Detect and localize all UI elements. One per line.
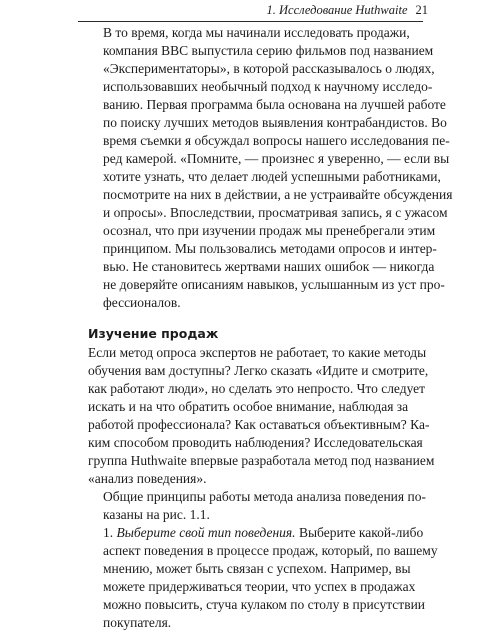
list-item-lead-italic: Выберите свой тип поведения. — [116, 525, 296, 540]
text-line: фессионалов. — [103, 295, 181, 310]
text-line: обучения вам доступны? Легко сказать «Идите и смотрите, — [88, 363, 429, 378]
text-line: вью. Не становитесь жертвами наших ошибок — никогда — [103, 259, 435, 274]
text-line: Общие принципы работы метода анализа поведения по- — [103, 489, 426, 504]
paragraph-3 — [88, 488, 426, 524]
body-text — [88, 24, 453, 632]
text-line: покупателя. — [103, 615, 172, 630]
text-line: ким способом проводить наблюдения? Исследовательская — [88, 435, 423, 450]
text-line: и опросы». Впоследствии, просматривая запись, я с ужасом — [103, 205, 448, 220]
text-line: можно повысить, стуча кулаком по столу в присутствии — [103, 597, 426, 612]
text-line: работой профессионала? Как оставаться объективным? Ка- — [88, 417, 430, 432]
text-line: по поиску лучших методов выявления контрабандистов. Во — [103, 115, 447, 130]
running-head-title: 1. Исследование Huthwaite — [266, 3, 408, 17]
list-number: 1. — [103, 525, 114, 540]
text-line: «анализ поведения». — [88, 471, 207, 486]
text-line: ванию. Первая программа была основана на лучшей работе — [103, 97, 446, 112]
section-heading: Изучение продаж — [88, 326, 219, 341]
text-line: группа Huthwaite впервые разработала метод под названием — [88, 453, 435, 468]
text-line: можете придерживаться теории, что успех в продажах — [103, 579, 416, 594]
text-line: время съемки я обсуждал вопросы нашего исследования пе- — [103, 133, 450, 148]
text-line: ред камерой. «Помните, — произнес я уверенно, — если вы — [103, 151, 450, 166]
text-line: мнению, может быть связан с успехом. Например, вы — [103, 561, 411, 576]
text-line: не доверяйте описаниям навыков, услышанным из уст про- — [103, 277, 445, 292]
section-spacer — [88, 312, 418, 326]
text-line: хотите узнать, что делает людей успешными работниками, — [103, 169, 441, 184]
text-line: компания BBC выпустила серию фильмов под названием — [103, 43, 434, 58]
running-head — [267, 3, 429, 17]
paragraph-2 — [88, 344, 435, 488]
text-line: использовавших необычный подход к научному исследо- — [103, 79, 433, 94]
text-line: казаны на рис. 1.1. — [103, 507, 210, 522]
text-line: осознал, что при изучении продаж мы пренебрегали этим — [103, 223, 436, 238]
text-line: посмотрите на них в действии, а не устраивайте обсуждения — [103, 187, 453, 202]
text-line: принципом. Мы пользовались методами опросов и интер- — [103, 241, 437, 256]
text-line: В то время, когда мы начинали исследовать продажи, — [103, 25, 410, 40]
header-rule — [78, 21, 423, 22]
text-line: аспект поведения в процессе продаж, который, по вашему — [103, 543, 438, 558]
list-item-lead-rest: Выберите какой-либо — [298, 525, 424, 540]
page-number: 21 — [415, 3, 428, 17]
text-line: как работают люди», но сделать это непросто. Что следует — [88, 381, 426, 396]
text-line: «Экспериментаторы», в которой рассказывалось о людях, — [103, 61, 435, 76]
list-item-first-line — [88, 524, 424, 542]
paragraph-4 — [88, 524, 438, 632]
paragraph-1 — [88, 24, 453, 312]
text-line: Если метод опроса экспертов не работает, то какие методы — [88, 345, 427, 360]
text-line: искать и на что обратить особое внимание, наблюдая за — [88, 399, 409, 414]
